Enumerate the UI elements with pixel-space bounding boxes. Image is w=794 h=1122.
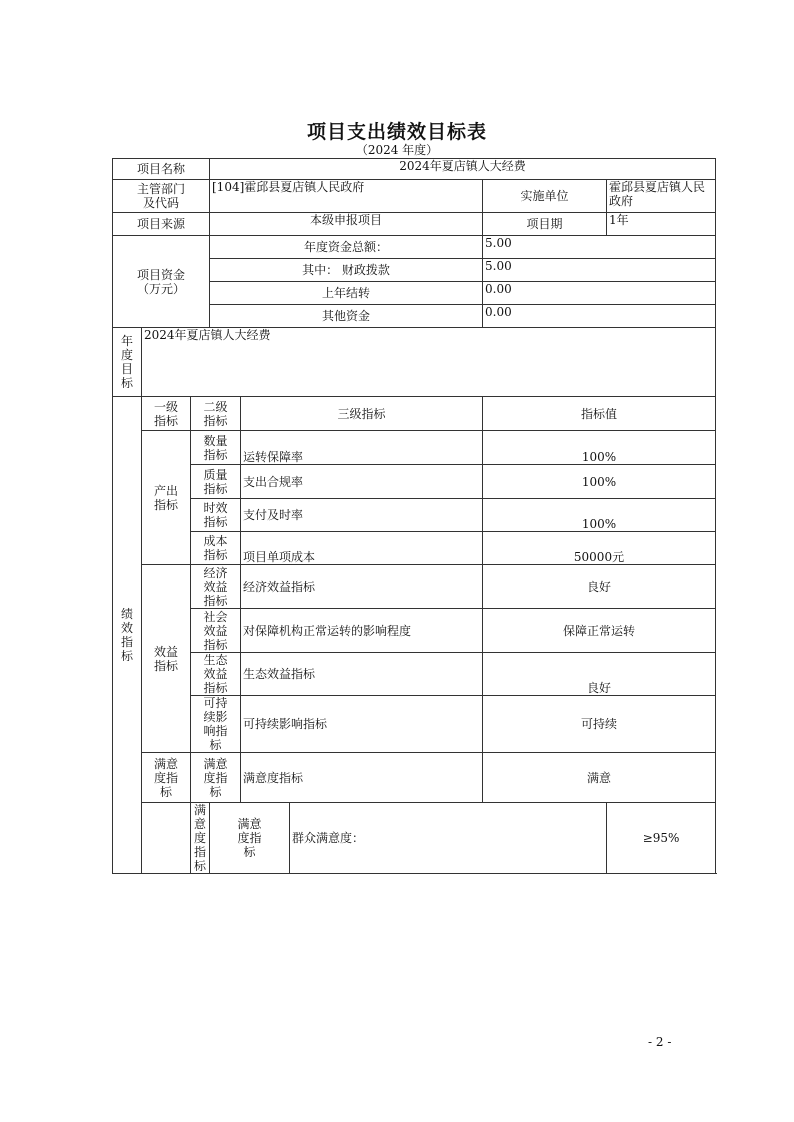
group-name-line: 效益 bbox=[153, 644, 178, 659]
funds-row-value: 0.00 bbox=[483, 282, 716, 305]
level2-cell bbox=[191, 532, 241, 565]
level3-header: 三级指标 bbox=[241, 397, 483, 431]
level3-cell: 生态效益指标 bbox=[241, 653, 483, 696]
level1-header-line: 一级 bbox=[153, 399, 178, 414]
project-name-value: 2024年夏店镇人大经费 bbox=[210, 159, 716, 180]
extra-level2-line: 度指 bbox=[237, 831, 262, 845]
annual-goal-label-char: 度 bbox=[120, 348, 133, 362]
satisfaction-indicators-group bbox=[142, 753, 191, 803]
indicator-value: 100% bbox=[483, 431, 716, 465]
level3-cell: 运转保障率 bbox=[241, 431, 483, 465]
level2-line: 指标 bbox=[203, 481, 228, 496]
annual-goal-label-char: 标 bbox=[120, 376, 133, 390]
level2-line: 标 bbox=[209, 784, 222, 799]
year-label: （2024 年度） bbox=[355, 143, 439, 157]
output-indicators-group bbox=[142, 431, 191, 565]
level2-line: 度指 bbox=[203, 770, 228, 785]
performance-label-char: 标 bbox=[120, 649, 133, 663]
period-label: 项目期 bbox=[483, 213, 607, 236]
level1-header bbox=[142, 397, 191, 431]
level2-line: 指标 bbox=[203, 637, 228, 652]
level2-line: 指标 bbox=[203, 515, 228, 529]
department-label-line2: 及代码 bbox=[142, 196, 179, 210]
level1-header-line: 指标 bbox=[153, 413, 178, 428]
implementing-unit-value: 霍邱县夏店镇人民政府 bbox=[607, 180, 716, 213]
performance-label-char: 效 bbox=[120, 621, 133, 635]
indicator-value: 良好 bbox=[483, 653, 716, 696]
level2-header-line: 指标 bbox=[203, 413, 228, 428]
level2-cell bbox=[191, 465, 241, 499]
level3-cell: 可持续影响指标 bbox=[241, 696, 483, 753]
level2-cell bbox=[191, 431, 241, 465]
indicator-value: 良好 bbox=[483, 565, 716, 609]
performance-indicators-label bbox=[113, 397, 142, 874]
performance-label-char: 绩 bbox=[120, 607, 133, 621]
funds-row-label: 其中： 财政拨款 bbox=[210, 259, 483, 282]
level2-line: 指标 bbox=[203, 681, 228, 695]
level2-line: 效益 bbox=[203, 667, 228, 681]
funds-label-line2: （万元） bbox=[136, 281, 185, 296]
extra-level1-line: 标 bbox=[193, 859, 206, 873]
level2-cell bbox=[191, 696, 241, 753]
level2-cell bbox=[191, 609, 241, 653]
level2-cell bbox=[191, 565, 241, 609]
period-value: 1年 bbox=[607, 213, 716, 236]
department-label bbox=[113, 180, 210, 213]
group-name-line: 产出 bbox=[153, 483, 178, 498]
level3-cell: 支出合规率 bbox=[241, 465, 483, 499]
level2-line: 经济 bbox=[203, 565, 228, 580]
group-name-line: 指标 bbox=[153, 658, 178, 673]
department-value: [104]霍邱县夏店镇人民政府 bbox=[210, 180, 483, 213]
level2-line: 标 bbox=[209, 738, 222, 752]
level2-cell bbox=[191, 653, 241, 696]
group-name-line: 满意 bbox=[153, 756, 178, 771]
funds-row-value: 0.00 bbox=[483, 305, 716, 328]
funds-row-value: 5.00 bbox=[483, 259, 716, 282]
annual-goal-label-char: 年 bbox=[120, 334, 133, 348]
page-number: - 2 - bbox=[648, 1035, 672, 1049]
annual-goal-label-char: 目 bbox=[120, 362, 133, 376]
group-name-line: 指标 bbox=[153, 497, 178, 512]
indicator-value: 保障正常运转 bbox=[483, 609, 716, 653]
group-name-line: 度指 bbox=[153, 770, 178, 785]
extra-level2-line: 标 bbox=[243, 845, 256, 859]
source-label: 项目来源 bbox=[113, 213, 210, 236]
indicator-value: 100% bbox=[483, 499, 716, 532]
department-label-line1: 主管部门 bbox=[136, 182, 185, 196]
level2-cell bbox=[191, 499, 241, 532]
level3-cell: 满意度指标 bbox=[241, 753, 483, 803]
indicator-value: 可持续 bbox=[483, 696, 716, 753]
level3-cell: 项目单项成本 bbox=[241, 532, 483, 565]
extra-level3-cell: 群众满意度： bbox=[290, 803, 607, 874]
extra-level1-line: 满意 bbox=[193, 803, 206, 831]
funds-row-label: 年度资金总额： bbox=[210, 236, 483, 259]
benefit-indicators-group bbox=[142, 565, 191, 753]
level2-line: 社会 bbox=[203, 609, 228, 624]
extra-indicator-value: ≥95% bbox=[607, 803, 716, 874]
level2-line: 满意 bbox=[203, 756, 228, 771]
extra-level2-cell bbox=[210, 803, 290, 874]
level2-line: 响指 bbox=[203, 724, 228, 738]
level2-line: 可持 bbox=[203, 696, 228, 710]
level2-line: 质量 bbox=[203, 467, 228, 482]
level2-cell bbox=[191, 753, 241, 803]
level2-line: 指标 bbox=[203, 548, 228, 562]
funds-row-label: 上年结转 bbox=[210, 282, 483, 305]
indicator-value: 满意 bbox=[483, 753, 716, 803]
group-name-line: 标 bbox=[159, 784, 172, 799]
extra-level2-line: 满意 bbox=[237, 817, 262, 831]
blank-cell bbox=[142, 803, 191, 874]
level3-cell: 对保障机构正常运转的影响程度 bbox=[241, 609, 483, 653]
level3-cell: 支付及时率 bbox=[241, 499, 483, 532]
project-name-label: 项目名称 bbox=[113, 159, 210, 180]
level2-line: 生态 bbox=[203, 653, 228, 667]
extra-level1-cell bbox=[191, 803, 210, 874]
extra-level1-line: 度指 bbox=[193, 831, 206, 859]
level2-header bbox=[191, 397, 241, 431]
level2-header-line: 二级 bbox=[203, 399, 228, 414]
level3-cell: 经济效益指标 bbox=[241, 565, 483, 609]
funds-row-value: 5.00 bbox=[483, 236, 716, 259]
level2-line: 续影 bbox=[203, 710, 228, 724]
indicator-value: 100% bbox=[483, 465, 716, 499]
indicator-value: 50000元 bbox=[483, 532, 716, 565]
funds-label-line1: 项目资金 bbox=[136, 267, 185, 282]
level2-line: 效益 bbox=[203, 623, 228, 638]
level2-line: 效益 bbox=[203, 579, 228, 594]
level2-line: 指标 bbox=[203, 593, 228, 608]
level2-line: 成本 bbox=[203, 534, 228, 548]
page-title: 项目支出绩效目标表 bbox=[306, 121, 487, 143]
implementing-unit-label: 实施单位 bbox=[483, 180, 607, 213]
annual-goal-label bbox=[113, 328, 142, 397]
level2-line: 数量 bbox=[203, 433, 228, 448]
annual-goal-text: 2024年夏店镇人大经费 bbox=[142, 328, 716, 397]
performance-table bbox=[112, 158, 716, 874]
funds-row-label: 其他资金 bbox=[210, 305, 483, 328]
level2-line: 指标 bbox=[203, 447, 228, 462]
funds-label bbox=[113, 236, 210, 328]
source-value: 本级申报项目 bbox=[210, 213, 483, 236]
indicator-value-header: 指标值 bbox=[483, 397, 716, 431]
level2-line: 时效 bbox=[203, 501, 228, 515]
performance-label-char: 指 bbox=[120, 635, 133, 649]
